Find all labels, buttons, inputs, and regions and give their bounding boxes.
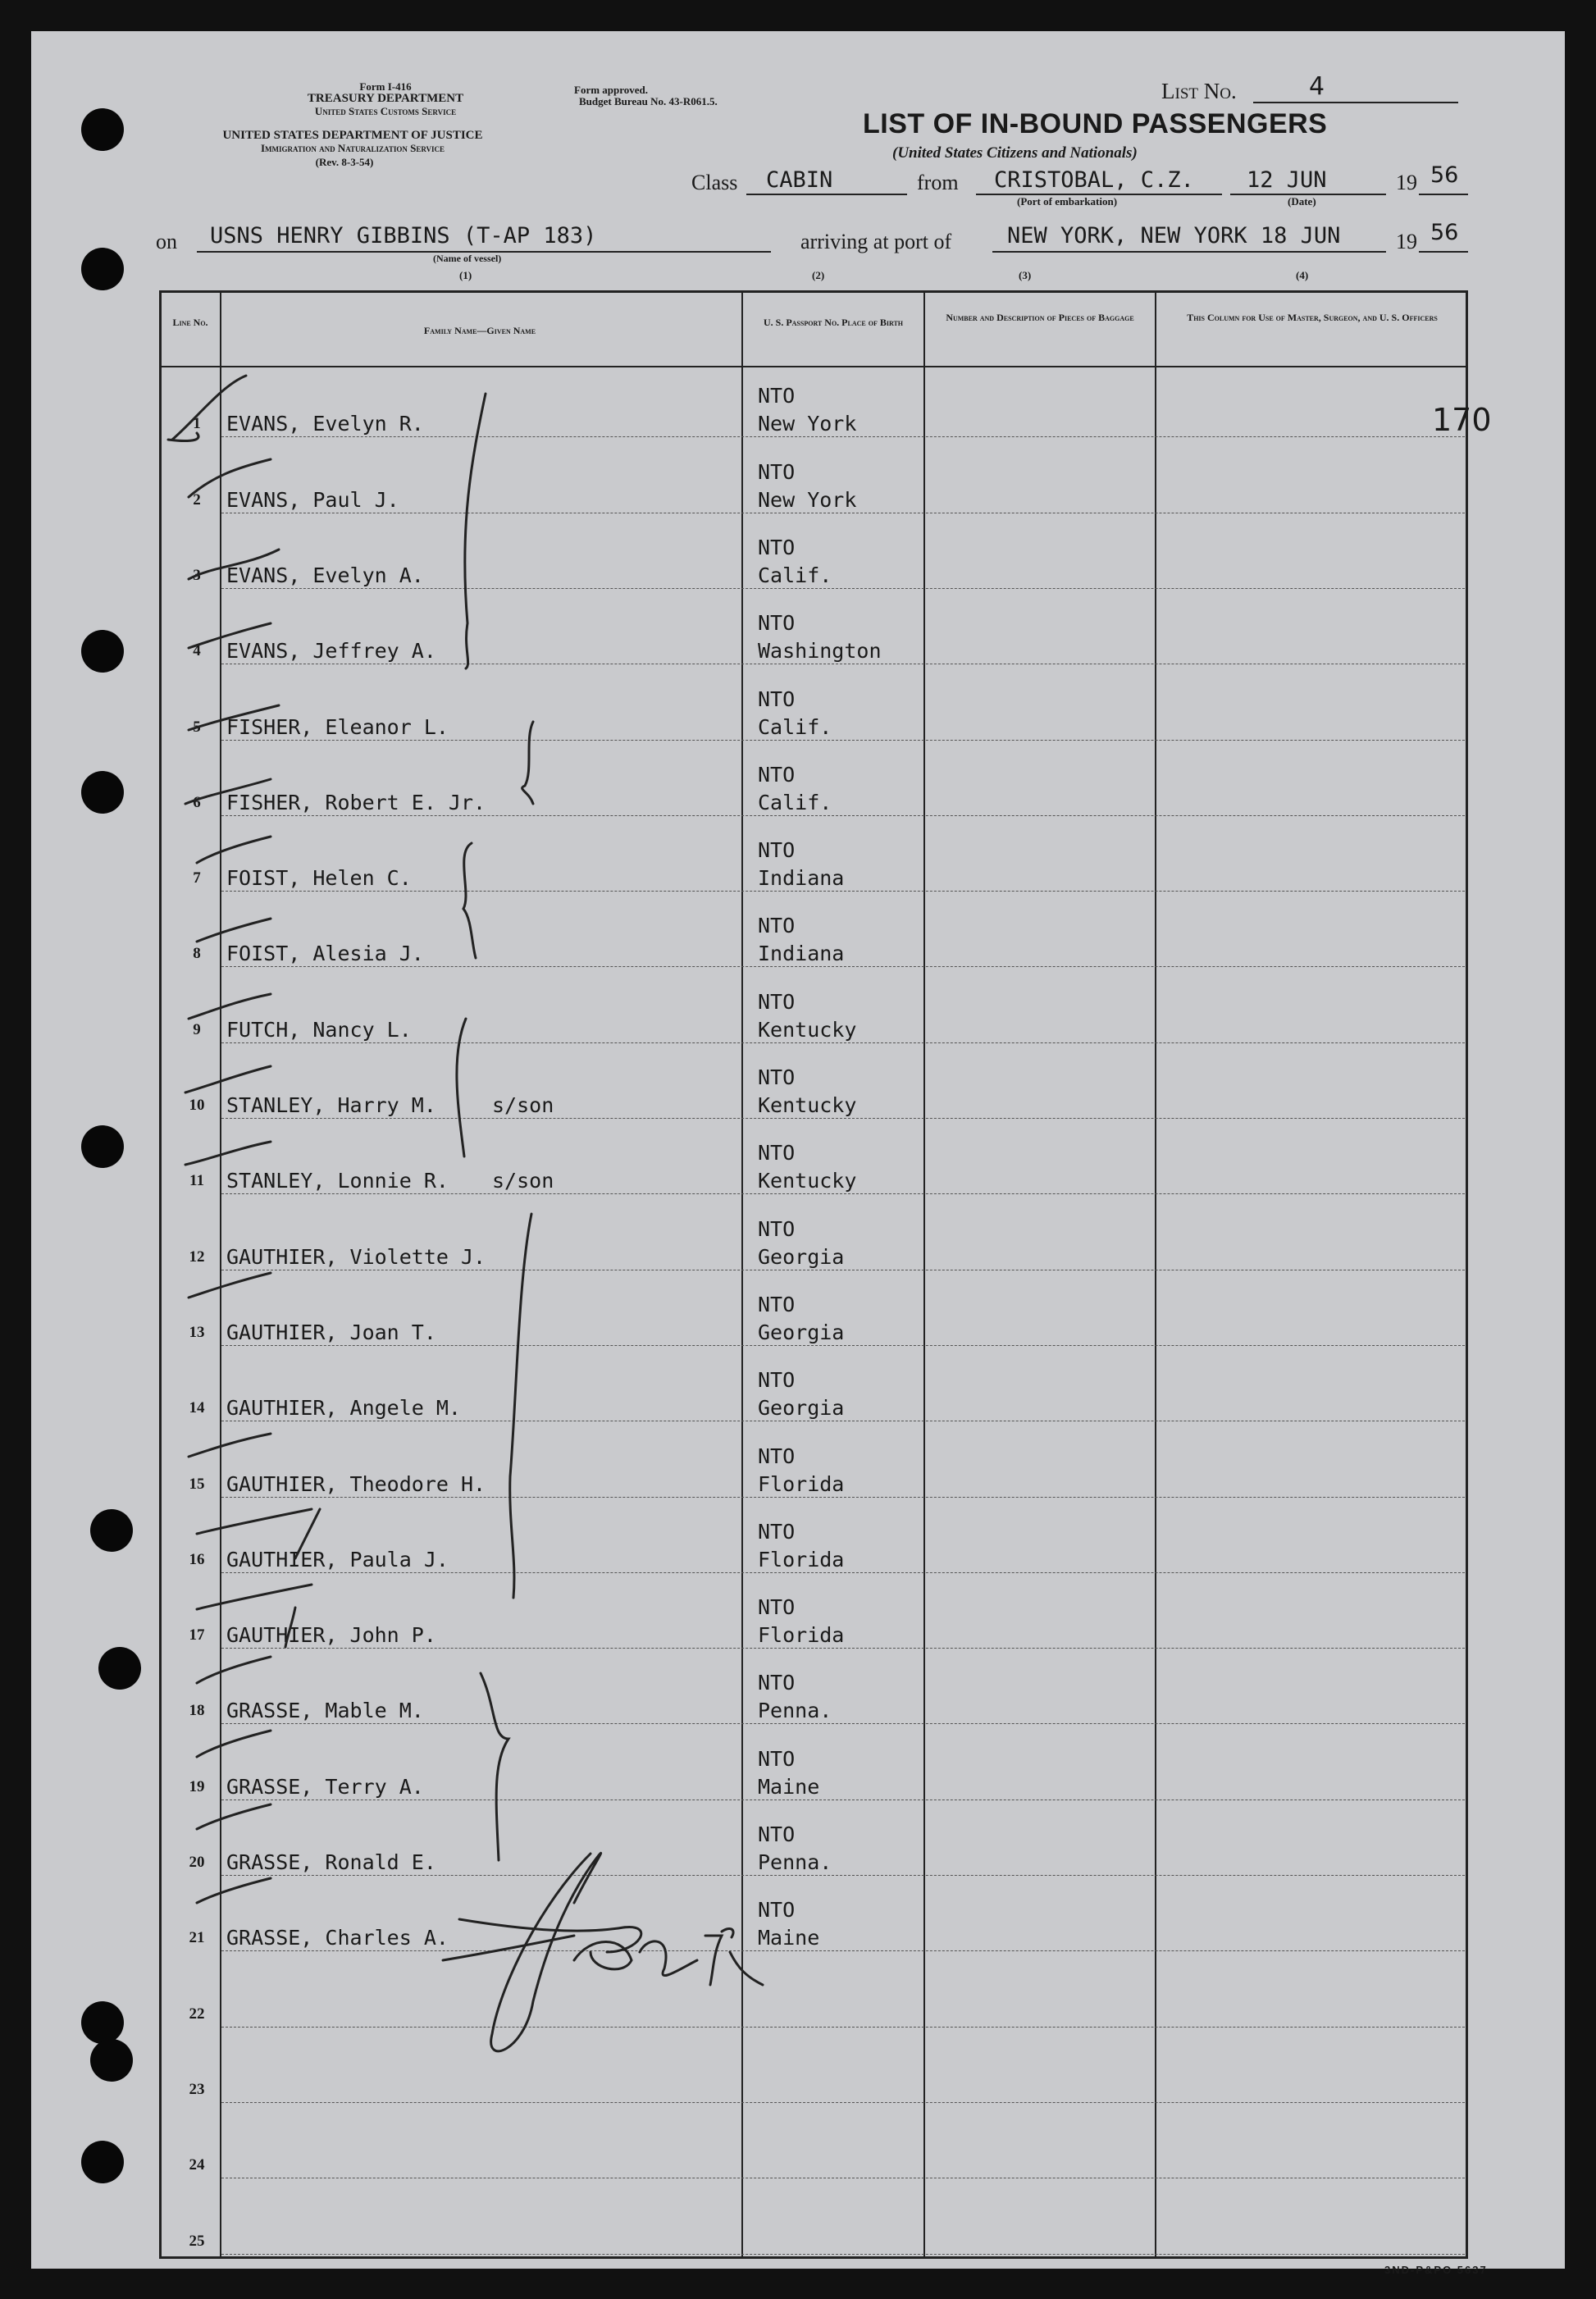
on-label: on [156,230,177,253]
line-number: 3 [193,566,201,584]
line-number: 5 [193,718,201,736]
arriving-label: arriving at port of [800,230,952,253]
passport-code: NTO [758,914,796,938]
passenger-name: EVANS, Evelyn A. [226,563,424,587]
passenger-name: FISHER, Robert E. Jr. [226,790,486,814]
line-number: 17 [189,1626,205,1644]
passport-code: NTO [758,1671,796,1695]
passenger-name: FOIST, Alesia J. [226,942,424,966]
line-number: 2 [193,490,201,509]
place-of-birth: Maine [758,1926,820,1950]
form-approved: Form approved. [574,84,649,96]
passenger-name: GAUTHIER, Angele M. [226,1396,461,1421]
place-of-birth: Kentucky [758,1169,857,1193]
line-number: 6 [193,793,201,811]
from-label: from [917,171,959,194]
year-1: 56 [1430,162,1459,188]
place-of-birth: Penna. [758,1850,832,1874]
passport-code: NTO [758,687,796,711]
passenger-name: EVANS, Evelyn R. [226,412,424,436]
passenger-name: GAUTHIER, Theodore H. [226,1471,486,1496]
line-number: 19 [189,1777,205,1795]
passport-code: NTO [758,1746,796,1771]
revision-date: (Rev. 8-3-54) [315,156,374,168]
port-caption: (Port of embarkation) [1017,195,1118,208]
budget-bureau: Budget Bureau No. 43-R061.5. [579,95,718,107]
passport-code: NTO [758,1292,796,1316]
passenger-name: FISHER, Eleanor L. [226,714,449,739]
passenger-name: EVANS, Paul J. [226,487,399,512]
place-of-birth: Calif. [758,563,832,587]
place-of-birth: Georgia [758,1320,845,1344]
passport-code: NTO [758,1444,796,1468]
place-of-birth: Penna. [758,1699,832,1723]
passenger-name: FOIST, Helen C. [226,866,412,891]
passport-code: NTO [758,384,796,408]
ins-service: Immigration and Naturalization Service [260,142,445,154]
passenger-name: GAUTHIER, Violette J. [226,1244,486,1269]
line-number: 1 [193,415,201,433]
passport-code: NTO [758,1065,796,1089]
place-of-birth: Georgia [758,1396,845,1421]
column-4-marker: (4) [1296,269,1309,281]
line-number: 4 [193,642,201,660]
passenger-name: STANLEY, Harry M. [226,1093,436,1117]
class-value: CABIN [766,167,833,193]
place-of-birth: Calif. [758,714,832,739]
place-of-birth: Indiana [758,866,845,891]
line-number: 13 [189,1323,205,1341]
place-of-birth: Washington [758,639,882,664]
printer-code: 3ND-P&PO 5637 [1384,2264,1488,2276]
place-of-birth: Florida [758,1623,845,1648]
place-of-birth: Maine [758,1774,820,1799]
passport-code: NTO [758,1595,796,1620]
line-number: 16 [189,1550,205,1568]
place-of-birth: New York [758,487,857,512]
line-number: 25 [189,2232,205,2250]
passenger-name: GRASSE, Ronald E. [226,1850,436,1874]
date-caption: (Date) [1288,195,1316,208]
line-number: 14 [189,1399,205,1417]
year-2: 56 [1430,220,1459,245]
line-number: 24 [189,2156,205,2174]
place-of-birth: Kentucky [758,1093,857,1117]
place-of-birth: Georgia [758,1244,845,1269]
passport-code: NTO [758,1141,796,1165]
passport-code: NTO [758,611,796,636]
line-number: 23 [189,2080,205,2098]
list-subtitle: (United States Citizens and Nationals) [892,144,1138,162]
place-of-birth: New York [758,412,857,436]
customs-service: United States Customs Service [314,105,457,117]
passport-code: NTO [758,1216,796,1241]
vessel-name: USNS HENRY GIBBINS (T-AP 183) [210,223,597,249]
line-number: 10 [189,1097,205,1114]
year-prefix-1: 19 [1396,171,1417,194]
column-3-marker: (3) [1019,269,1032,281]
list-no-value: 4 [1309,72,1325,101]
passenger-name: EVANS, Jeffrey A. [226,639,436,664]
place-of-birth: Indiana [758,942,845,966]
passport-code: NTO [758,989,796,1014]
passport-code: NTO [758,762,796,787]
place-of-birth: Florida [758,1547,845,1571]
passenger-name: GRASSE, Mable M. [226,1699,424,1723]
passenger-name: STANLEY, Lonnie R. [226,1169,449,1193]
margin-number: 170 [1432,402,1492,438]
column-header-name: Family Name—Given Name [423,325,536,336]
column-1-marker: (1) [459,269,472,281]
embarkation-date: 12 JUN [1247,167,1327,193]
relation-note: s/son [492,1093,554,1117]
port-of-embarkation: CRISTOBAL, C.Z. [994,167,1194,193]
place-of-birth: Calif. [758,790,832,814]
column-2-marker: (2) [812,269,825,281]
line-number: 22 [189,2005,205,2023]
relation-note: s/son [492,1169,554,1193]
passenger-name: GAUTHIER, Joan T. [226,1320,436,1344]
column-header-baggage: Number and Description of Pieces of Baggage [946,312,1134,323]
passport-code: NTO [758,459,796,484]
line-number: 9 [193,1020,201,1038]
passport-code: NTO [758,1898,796,1923]
passport-code: NTO [758,1368,796,1393]
passport-code: NTO [758,1519,796,1544]
passenger-name: FUTCH, Nancy L. [226,1017,412,1042]
passenger-name: GAUTHIER, Paula J. [226,1547,449,1571]
column-header-officers: This Column for Use of Master, Surgeon, and U. S. Officers [1187,312,1438,323]
list-no-label: List No. [1161,79,1237,103]
department-of-justice: UNITED STATES DEPARTMENT OF JUSTICE [222,129,483,142]
line-number: 20 [189,1854,205,1871]
arrival-port-date: NEW YORK, NEW YORK 18 JUN [1007,223,1341,249]
line-number: 18 [189,1702,205,1720]
passenger-name: GRASSE, Charles A. [226,1926,449,1950]
passenger-name: GAUTHIER, John P. [226,1623,436,1648]
column-header-passport: U. S. Passport No. Place of Birth [763,317,903,328]
vessel-caption: (Name of vessel) [433,253,502,264]
passport-code: NTO [758,1822,796,1846]
year-prefix-2: 19 [1396,230,1417,253]
line-number: 15 [189,1475,205,1493]
place-of-birth: Kentucky [758,1017,857,1042]
form-number: Form I-416 [359,80,412,93]
line-number: 21 [189,1929,205,1947]
line-number: 7 [193,869,201,887]
class-label: Class [691,171,738,194]
treasury-department: TREASURY DEPARTMENT [307,92,464,105]
line-number: 11 [189,1172,204,1190]
passport-code: NTO [758,535,796,559]
passport-code: NTO [758,838,796,863]
list-title: LIST OF IN-BOUND PASSENGERS [863,108,1328,139]
passenger-name: GRASSE, Terry A. [226,1774,424,1799]
column-header-line-no: Line No. [172,317,208,328]
line-number: 12 [189,1248,205,1266]
place-of-birth: Florida [758,1471,845,1496]
line-number: 8 [193,945,201,963]
